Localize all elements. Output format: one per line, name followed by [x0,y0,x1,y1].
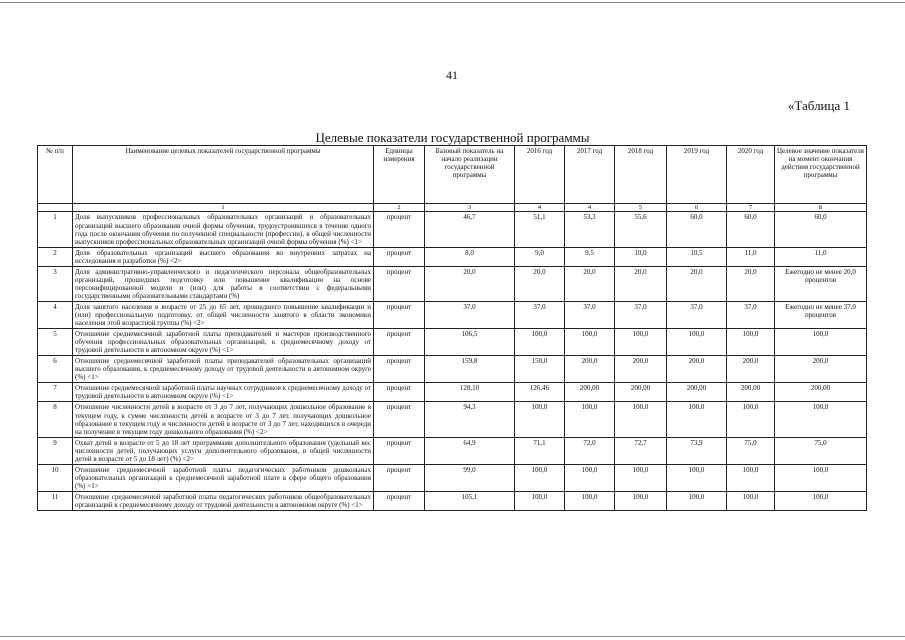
cell-base: 20,0 [425,266,515,301]
cell-y2016: 9,0 [515,247,565,266]
cell-target: 200,00 [775,383,867,402]
header-cell: № п/п [38,146,73,204]
cell-target: Ежегодно не менее 37,0 процентов [775,301,867,328]
cell-no: 7 [38,383,73,402]
header-cell: 2017 год [565,146,615,204]
column-number: 6 [667,204,727,212]
cell-y2019: 200,0 [667,356,727,383]
cell-y2018: 200,00 [615,383,667,402]
table-row [38,212,867,247]
header-cell: 2020 год [727,146,775,204]
cell-y2016: 37,0 [515,301,565,328]
cell-y2018: 72,7 [615,437,667,464]
header-cell: 2019 год [667,146,727,204]
cell-y2019: 10,5 [667,247,727,266]
header-cell: Единицы измерения [374,146,425,204]
cell-target: 100,0 [775,491,867,510]
cell-y2019: 100,0 [667,329,727,356]
cell-y2016: 20,0 [515,266,565,301]
cell-y2016: 71,1 [515,437,565,464]
cell-y2020: 100,0 [727,329,775,356]
cell-y2016: 150,0 [515,356,565,383]
document-title: Целевые показатели государственной программы [315,130,590,145]
table-row [38,383,867,402]
cell-name: Отношение среднемесячной заработной платы педагогических работников общеобразовательных организаций к среднемесячному доходу от трудовой деятельности в автономном округе (%) <1> [73,491,374,510]
table-row [38,247,867,266]
cell-y2017: 37,0 [565,301,615,328]
cell-y2016: 100,0 [515,329,565,356]
cell-base: 99,0 [425,464,515,491]
column-number [38,204,73,212]
cell-unit: процент [374,212,425,247]
cell-name: Доля выпускников профессиональных образовательных организаций и образовательных организаций высшего образования очной формы обучения, трудоустроившихся в течение одного года после окончания обучения по полученной специальности (профессии), в общей численности выпускников профессиональных образовательных организаций очной формы обучения (%) <1> [73,212,374,247]
cell-no: 4 [38,301,73,328]
cell-name: Охват детей в возрасте от 5 до 18 лет программами дополнительного образования (удельный вес численности детей, получающих услуги дополнительного образования, в общей численности детей в возрасте от 5 до 18 лет) (%) <2> [73,437,374,464]
header-row [38,146,867,204]
table-row [38,491,867,510]
cell-y2018: 20,0 [615,266,667,301]
cell-y2019: 37,0 [667,301,727,328]
table-body [38,212,867,511]
header-cell: 2018 год [615,146,667,204]
cell-y2020: 20,0 [727,266,775,301]
cell-unit: процент [374,329,425,356]
scan-bottom-edge [0,636,905,637]
cell-y2018: 100,0 [615,464,667,491]
cell-base: 105,1 [425,491,515,510]
cell-target: 75,0 [775,437,867,464]
cell-name: Доля занятого населения в возрасте от 25 до 65 лет, прошедшего повышение квалификации и (или) профессиональную подготовку, от общей численности занятого в области экономики населения этой возрастной группы (%) <2> [73,301,374,328]
cell-name: Отношение численности детей в возрасте от 3 до 7 лет, получающих дошкольное образование в текущем году, к сумме численности детей в возрасте от 3 до 7 лет, получающих дошкольное образование в текущем году и численности детей в возрасте от 3 до 7 лет, находящихся в очереди на получение в текущем году дошкольного образования (%) <2> [73,402,374,437]
column-number: 8 [775,204,867,212]
cell-y2019: 100,0 [667,491,727,510]
cell-y2020: 60,0 [727,212,775,247]
cell-target: 200,0 [775,356,867,383]
table-caption: «Таблица 1 [787,98,850,113]
column-number: 4 [565,204,615,212]
cell-name: Отношение среднемесячной заработной платы педагогических работников дошкольных образовательных организаций к среднемесячной заработной плате в сфере общего образования (%) <1> [73,464,374,491]
cell-unit: процент [374,383,425,402]
cell-target: Ежегодно не менее 20,0 процентов [775,266,867,301]
cell-y2018: 100,0 [615,491,667,510]
cell-y2019: 60,0 [667,212,727,247]
cell-y2017: 200,0 [565,356,615,383]
table-row [38,329,867,356]
column-number: 4 [515,204,565,212]
column-number: 5 [615,204,667,212]
cell-unit: процент [374,356,425,383]
cell-no: 6 [38,356,73,383]
cell-no: 3 [38,266,73,301]
cell-y2018: 55,6 [615,212,667,247]
cell-y2016: 100,0 [515,402,565,437]
cell-name: Доля административно-управленческого и педагогического персонала общеобразовательных организаций, прошедших подготовку или повышение квалификации на основе персонифицированной модели и (или) для работы в соответствии с федеральными государственными образовательными стандартами (%) [73,266,374,301]
cell-unit: процент [374,437,425,464]
table-row [38,301,867,328]
cell-target: 100,0 [775,329,867,356]
cell-y2020: 75,0 [727,437,775,464]
table-row [38,464,867,491]
header-cell: Целевое значение показателя на момент окончания действия государственной программы [775,146,867,204]
cell-name: Отношение среднемесячной заработной платы преподавателей и мастеров производственного обучения профессиональных образовательных организаций, к среднемесячному доходу от трудовой деятельности в автономном округе (%) <1> [73,329,374,356]
cell-no: 5 [38,329,73,356]
cell-name: Отношение среднемесячной заработной платы преподавателей образовательных организаций высшего образования, к среднемесячному доходу от трудовой деятельности в автономном округе (%) <1> [73,356,374,383]
scan-top-edge [0,2,905,3]
indicators-table [37,145,867,511]
cell-y2020: 11,0 [727,247,775,266]
cell-y2018: 10,0 [615,247,667,266]
cell-y2020: 37,0 [727,301,775,328]
cell-y2019: 100,0 [667,464,727,491]
table-row [38,266,867,301]
cell-unit: процент [374,266,425,301]
cell-unit: процент [374,247,425,266]
cell-y2017: 20,0 [565,266,615,301]
cell-y2019: 100,0 [667,402,727,437]
cell-unit: процент [374,491,425,510]
cell-y2019: 20,0 [667,266,727,301]
column-number: 3 [425,204,515,212]
cell-base: 46,7 [425,212,515,247]
cell-y2016: 100,0 [515,491,565,510]
table-row [38,437,867,464]
cell-y2016: 51,1 [515,212,565,247]
cell-y2017: 100,0 [565,402,615,437]
cell-base: 128,10 [425,383,515,402]
column-number: 7 [727,204,775,212]
cell-y2017: 200,00 [565,383,615,402]
table-row [38,356,867,383]
cell-name: Отношение среднемесячной заработной платы научных сотрудников к среднемесячному доходу от трудовой деятельности в автономном округе (%) <1> [73,383,374,402]
cell-y2020: 100,0 [727,464,775,491]
cell-y2018: 37,0 [615,301,667,328]
cell-y2017: 100,0 [565,464,615,491]
cell-y2020: 200,0 [727,356,775,383]
cell-no: 11 [38,491,73,510]
cell-unit: процент [374,464,425,491]
table-row [38,402,867,437]
cell-no: 2 [38,247,73,266]
cell-target: 11,0 [775,247,867,266]
cell-base: 8,0 [425,247,515,266]
cell-y2016: 100,0 [515,464,565,491]
column-number: 1 [73,204,374,212]
cell-no: 9 [38,437,73,464]
cell-no: 10 [38,464,73,491]
cell-y2018: 100,0 [615,402,667,437]
cell-y2020: 200,00 [727,383,775,402]
cell-unit: процент [374,301,425,328]
cell-base: 94,3 [425,402,515,437]
column-number-row [38,204,867,212]
cell-y2020: 100,0 [727,402,775,437]
cell-y2019: 200,00 [667,383,727,402]
cell-base: 37,0 [425,301,515,328]
header-cell: 2016 год [515,146,565,204]
cell-y2017: 9,5 [565,247,615,266]
cell-unit: процент [374,402,425,437]
cell-base: 106,5 [425,329,515,356]
cell-no: 8 [38,402,73,437]
cell-y2016: 126,46 [515,383,565,402]
cell-target: 100,0 [775,464,867,491]
cell-no: 1 [38,212,73,247]
cell-y2019: 73,9 [667,437,727,464]
cell-y2017: 53,3 [565,212,615,247]
cell-y2018: 200,0 [615,356,667,383]
cell-base: 64,9 [425,437,515,464]
cell-target: 60,0 [775,212,867,247]
header-cell: Базовый показатель на начало реализации государственной программы [425,146,515,204]
cell-base: 159,8 [425,356,515,383]
cell-y2017: 100,0 [565,329,615,356]
cell-y2020: 100,0 [727,491,775,510]
cell-y2017: 100,0 [565,491,615,510]
header-cell: Наименование целевых показателей государственной программы [73,146,374,204]
column-number: 2 [374,204,425,212]
cell-name: Доля образовательных организаций высшего образования во внутренних затратах на исследования и разработки (%) <2> [73,247,374,266]
cell-target: 100,0 [775,402,867,437]
cell-y2018: 100,0 [615,329,667,356]
cell-y2017: 72,0 [565,437,615,464]
page-number: 41 [446,68,458,82]
